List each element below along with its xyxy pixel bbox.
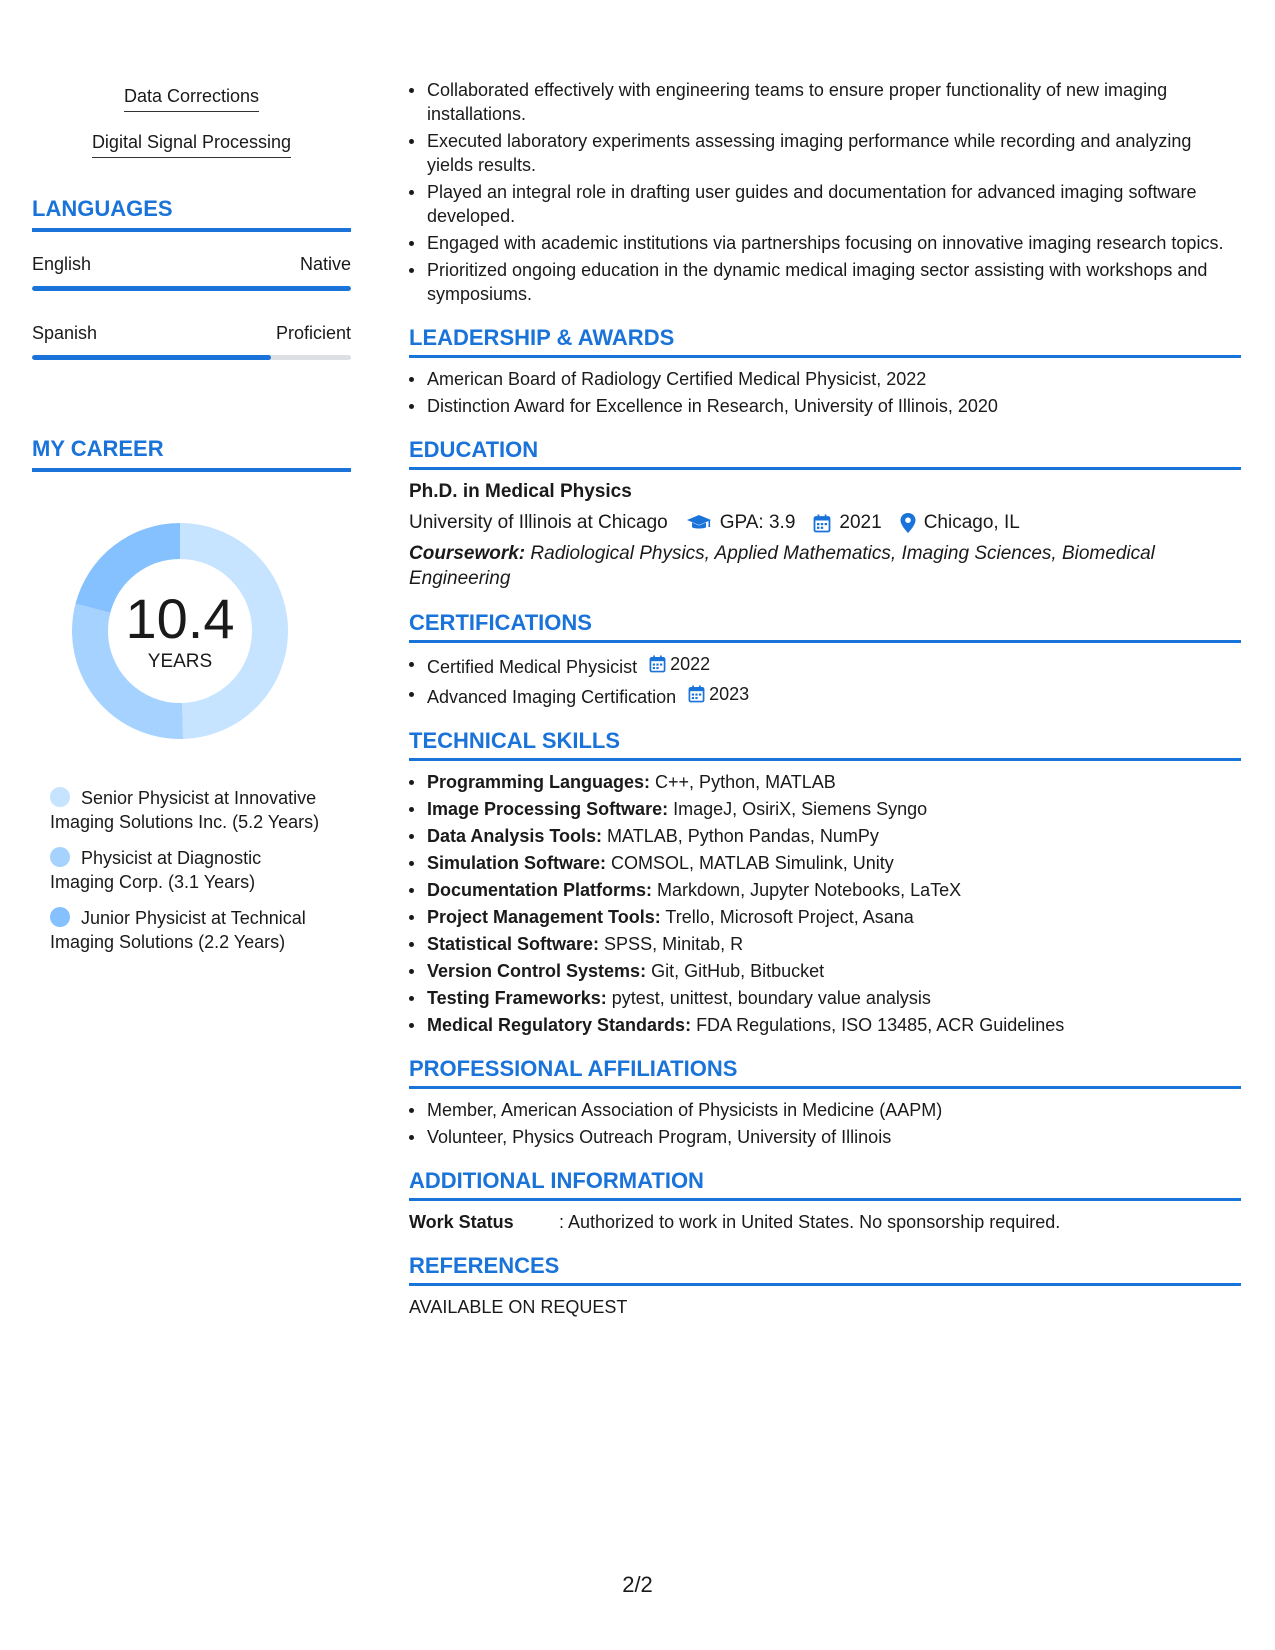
additional-info-section: [409, 1167, 1241, 1234]
technical-skills-heading: TECHNICAL SKILLS: [409, 727, 1241, 761]
career-label: Junior Physicist at Technical Imaging Solutions (2.2 Years): [50, 908, 306, 952]
calendar-icon: [813, 514, 831, 533]
education-section: [409, 436, 1241, 591]
skill-category: Project Management Tools:: [427, 907, 661, 927]
skill-item: [409, 824, 1241, 848]
languages-heading: LANGUAGES: [32, 196, 351, 232]
graduation-cap-icon: [686, 514, 712, 532]
career-legend: [50, 786, 330, 954]
skill-category: Data Analysis Tools:: [427, 826, 603, 846]
degree-title: Ph.D. in Medical Physics: [409, 481, 632, 502]
skill-item: [409, 797, 1241, 821]
references-heading: REFERENCES: [409, 1252, 1241, 1286]
legend-dot: [50, 907, 70, 927]
references-text: AVAILABLE ON REQUEST: [409, 1297, 628, 1317]
calendar-icon: [688, 685, 705, 703]
career-heading: MY CAREER: [32, 436, 351, 472]
language-bar: [32, 286, 351, 291]
skill-values: MATLAB, Python Pandas, NumPy: [602, 826, 879, 846]
additional-info-heading: ADDITIONAL INFORMATION: [409, 1167, 1241, 1201]
skill-item: [409, 932, 1241, 956]
career-donut: [65, 516, 295, 746]
skill-tag: Data Corrections: [124, 84, 259, 112]
career-label: Physicist at Diagnostic Imaging Corp. (3.1 Years): [50, 848, 262, 892]
experience-bullet: Executed laboratory experiments assessing imaging performance while recording and analyzing yields results.: [409, 129, 1241, 177]
language-name: English: [32, 254, 92, 274]
location-pin-icon: [900, 513, 916, 533]
page-number: 2/2: [622, 1572, 653, 1597]
experience-bullet: Played an integral role in drafting user guides and documentation for advanced imaging software developed.: [409, 180, 1241, 228]
skill-category: Documentation Platforms:: [427, 880, 653, 900]
award-item: American Board of Radiology Certified Medical Physicist, 2022: [409, 367, 1241, 391]
language-row: [32, 321, 351, 360]
language-name: Spanish: [32, 323, 98, 343]
certification-year: 2022: [670, 654, 711, 674]
skill-values: FDA Regulations, ISO 13485, ACR Guidelines: [691, 1015, 1065, 1035]
education-location: Chicago, IL: [923, 512, 1020, 533]
experience-bullet: Engaged with academic institutions via partnerships focusing on innovative imaging research topics.: [409, 231, 1241, 255]
affiliation-item: Member, American Association of Physicists in Medicine (AAPM): [409, 1098, 1241, 1122]
experience-bullet: Prioritized ongoing education in the dynamic medical imaging sector assisting with workshops and symposiums.: [409, 258, 1241, 306]
language-level: Proficient: [275, 323, 351, 343]
main-column: [409, 78, 1241, 1319]
skill-values: pytest, unittest, boundary value analysis: [606, 988, 931, 1008]
skill-item: [409, 878, 1241, 902]
certification-item: [409, 652, 1241, 679]
legend-dot: [50, 787, 70, 807]
language-bar-fill: [32, 286, 351, 291]
skill-category: Programming Languages:: [427, 772, 651, 792]
certification-name: Advanced Imaging Certification: [427, 687, 677, 707]
education-meta: [409, 509, 1241, 537]
coursework: [409, 541, 1241, 591]
skill-category: Testing Frameworks:: [427, 988, 607, 1008]
certifications-section: [409, 609, 1241, 709]
calendar-icon: [649, 655, 666, 673]
skill-values: COMSOL, MATLAB Simulink, Unity: [606, 853, 894, 873]
skill-category: Version Control Systems:: [427, 961, 647, 981]
skill-tag: Digital Signal Processing: [92, 130, 291, 158]
languages-section: [32, 196, 351, 360]
career-total: 10.4: [125, 587, 235, 650]
career-item: [50, 786, 330, 834]
certification-name: Certified Medical Physicist: [427, 657, 638, 677]
affiliations-heading: PROFESSIONAL AFFILIATIONS: [409, 1055, 1241, 1089]
career-item: [50, 846, 330, 894]
skill-values: SPSS, Minitab, R: [599, 934, 744, 954]
affiliation-item: Volunteer, Physics Outreach Program, University of Illinois: [409, 1125, 1241, 1149]
coursework-label: Coursework:: [409, 543, 526, 564]
language-bar-fill: [32, 355, 271, 360]
work-status-value: : Authorized to work in United States. No sponsorship required.: [559, 1212, 1061, 1232]
coursework-list: Radiological Physics, Applied Mathematics, Imaging Sciences, Biomedical Engineering: [409, 543, 1155, 589]
experience-bullet: Collaborated effectively with engineering teams to ensure proper functionality of new imaging installations.: [409, 78, 1241, 126]
skill-item: [409, 851, 1241, 875]
school-name: University of Illinois at Chicago: [409, 512, 668, 533]
skill-values: Git, GitHub, Bitbucket: [646, 961, 825, 981]
career-label: Senior Physicist at Innovative Imaging Solutions Inc. (5.2 Years): [50, 788, 320, 832]
certifications-heading: CERTIFICATIONS: [409, 609, 1241, 643]
skill-category: Statistical Software:: [427, 934, 600, 954]
skill-category: Simulation Software:: [427, 853, 607, 873]
work-status-label: Work Status: [409, 1212, 514, 1232]
skill-item: [409, 986, 1241, 1010]
references-section: [409, 1252, 1241, 1319]
skill-values: Trello, Microsoft Project, Asana: [660, 907, 914, 927]
skill-values: ImageJ, OsiriX, Siemens Syngo: [668, 799, 928, 819]
affiliations-section: [409, 1055, 1241, 1149]
work-status-row: [409, 1210, 1241, 1234]
language-bar: [32, 355, 351, 360]
legend-dot: [50, 847, 70, 867]
language-level: Native: [299, 254, 351, 274]
skill-values: C++, Python, MATLAB: [650, 772, 836, 792]
skill-values: Markdown, Jupyter Notebooks, LaTeX: [652, 880, 962, 900]
certification-item: [409, 682, 1241, 709]
language-row: [32, 252, 351, 291]
career-section: [32, 436, 351, 954]
skill-item: [409, 1013, 1241, 1037]
award-item: Distinction Award for Excellence in Research, University of Illinois, 2020: [409, 394, 1241, 418]
graduation-year: 2021: [839, 512, 882, 533]
skill-item: [409, 770, 1241, 794]
skill-item: [409, 959, 1241, 983]
career-item: [50, 906, 330, 954]
awards-heading: LEADERSHIP & AWARDS: [409, 324, 1241, 358]
certification-year: 2023: [709, 684, 750, 704]
gpa: GPA: 3.9: [719, 512, 796, 533]
education-heading: EDUCATION: [409, 436, 1241, 470]
skill-tags: [32, 84, 351, 176]
awards-section: [409, 324, 1241, 418]
experience-bullets: [409, 78, 1241, 306]
career-unit: YEARS: [147, 651, 213, 672]
skill-category: Image Processing Software:: [427, 799, 669, 819]
technical-skills-section: [409, 727, 1241, 1037]
skill-category: Medical Regulatory Standards:: [427, 1015, 692, 1035]
sidebar: [32, 84, 351, 966]
skill-item: [409, 905, 1241, 929]
